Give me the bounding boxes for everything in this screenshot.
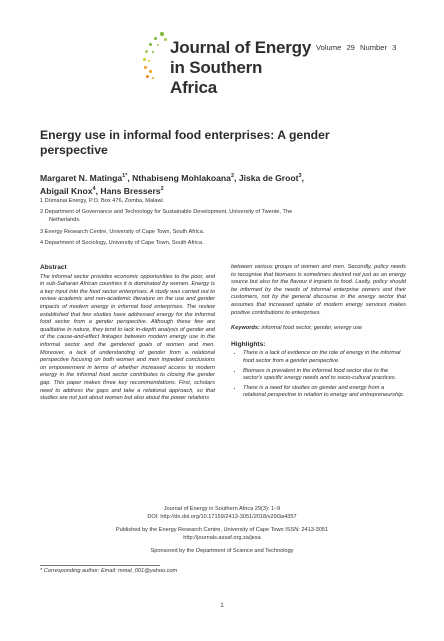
sponsor-prefix: Sponsored by the <box>150 548 195 554</box>
keywords <box>231 325 406 333</box>
journal-url[interactable]: http://journals.assaf.org.za/jesa <box>183 535 261 541</box>
author-name: Abigail Knox <box>40 185 93 196</box>
abstract-text-continued: between various groups of women and men. Secondly, policy needs to recognise that biomass is sometimes desired not just as an energy source but also for the flavour it imparts to food. Lastly, policy should be informed by the needs of informal enterprise owners and their customers, not by the general discourse in the energy sector that assumes that increased uptake of modern energy services makes positive contributions to enterprises. <box>231 264 406 316</box>
journal-logo <box>142 30 312 97</box>
highlight-item: • Biomass is prevalent in the informal food sector due to the sector's specific energy needs and to socio-cultural practices. <box>243 368 406 383</box>
author-affiliation-mark: 4 <box>92 185 96 192</box>
sponsor-line <box>0 548 444 556</box>
abstract-heading: Abstract <box>40 264 67 271</box>
article-title-line1: Energy use in informal food enterprises: A gender <box>40 128 330 142</box>
affiliation-2 <box>40 208 400 224</box>
author-affiliation-mark: 2 <box>160 185 164 192</box>
author-name: Jiska de Groot <box>238 172 299 183</box>
affiliation-4: 4 Department of Sociology, University of Cape Town, South Africa. <box>40 240 204 246</box>
corresponding-author: * Corresponding author: Email: mmal_001@yahoo.com <box>40 568 178 574</box>
author-name: Hans Bressers <box>100 185 161 196</box>
affiliation-3: 3 Energy Research Centre, University of Cape Town, South Africa. <box>40 229 205 235</box>
highlights-list <box>231 350 406 400</box>
affiliation-1: 1 Dūmanai Energy, P.O. Box 476, Zomba, Malawi. <box>40 198 165 204</box>
citation-line: Journal of Energy in Southern Africa 29(3): 1–9 <box>163 506 281 512</box>
highlight-item: • There is a need for studies on gender and energy from a relational perspective in relation to energy and entrepreneurship. <box>243 385 406 400</box>
author-name: Nthabiseng Mohlakoana <box>132 172 231 183</box>
affiliation-2-line2: Netherlands. <box>49 217 81 223</box>
page-number: 1 <box>220 603 224 609</box>
publisher-line: Published by the Energy Research Centre, University of Cape Town ISSN: 2413-3051 <box>115 527 329 533</box>
author-line-1: Margaret N. Matinga$^{1*}$, Nthabiseng Mohlakoana$^2$, Jiska de Groot$^3$, <box>40 172 304 183</box>
keywords-text: informal food sector, gender, energy use <box>261 325 363 332</box>
affiliation-2-line1: 2 Department of Governance and Technology for Sustainable Development, University of Twente, The <box>40 209 293 215</box>
author-list <box>40 171 370 197</box>
sponsor-name: Department of Science and Technology <box>195 548 294 554</box>
author-affiliation-mark: 3 <box>298 173 302 179</box>
abstract-text: The informal sector provides economic opportunities to the poor, and in sub-Saharan African countries it is dominated by women. Energy is a key input into the food sector enterprises. A study was carried out to review academic and non-academic literature on the use and gender impacts of modern energy in informal food enterprises. The review established that few studies have addressed energy for the informal food sector from a gender perspective. Although these few are qualitative in nature, they tend to lack in-depth analysis of gender and of the cause-and-effect linkages between modern energy use in the informal sector and the gendered goals of women and men. Moreover, a lack of understanding of gender from a relational perspective focusing on both women and men impeded conclusions on empowerment in terms of whether increased access to modern energy in the informal food sector contributes to closing the gender gap. This paper makes three key recommendations. First, scholars need to address the gaps and take a relational approach, so that studies are not just about women but also about the power relations <box>40 273 215 402</box>
article-title <box>40 128 400 158</box>
author-affiliation-mark: 1* <box>122 173 128 179</box>
author-affiliation-mark: 2 <box>230 173 235 179</box>
journal-name-line2: in Southern Africa <box>170 58 263 97</box>
abstract-column <box>40 264 215 403</box>
highlights-heading: Highlights: <box>231 340 266 348</box>
footnote-rule <box>40 565 160 566</box>
highlights <box>231 341 406 400</box>
right-column <box>231 264 406 402</box>
volume-number: Volume 29 Number 3 <box>316 43 397 52</box>
highlight-item: • There is a lack of evidence on the role of energy in the informal food sector from a gender perspective. <box>243 350 406 365</box>
journal-name <box>170 38 312 98</box>
author-line-2: Abigail Knox$^4$, Hans Bressers$^2$ <box>40 185 164 196</box>
keywords-label: Keywords: <box>231 325 260 332</box>
journal-name-line1: Journal of Energy <box>170 38 312 57</box>
doi-line: DOI: http://dx.doi.org/10.17159/2413-3051/2018/v29i3a4357 <box>147 514 297 520</box>
article-title-line2: perspective <box>40 143 108 157</box>
author-name: Margaret N. Matinga <box>40 172 123 183</box>
